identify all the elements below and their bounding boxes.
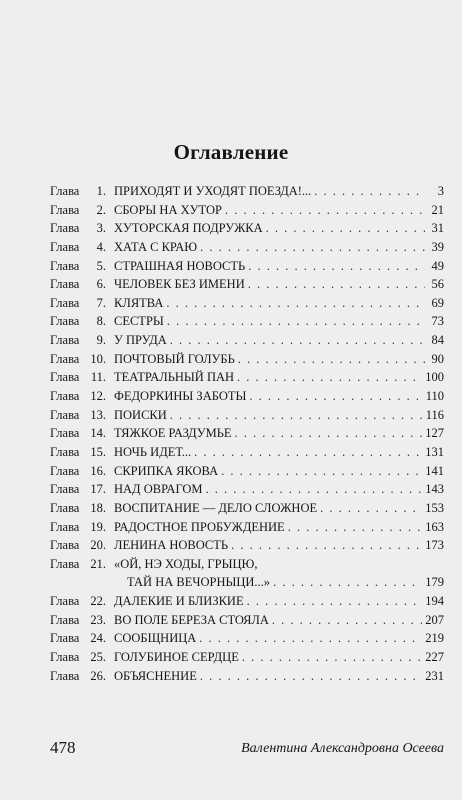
chapter-label	[50, 480, 110, 499]
chapter-page-number: 127	[425, 426, 444, 441]
chapter-label	[50, 424, 110, 443]
chapter-page-number: 194	[425, 594, 444, 609]
chapter-label	[50, 555, 110, 574]
chapter-title: СБОРЫ НА ХУТОР	[114, 202, 222, 217]
chapter-label	[50, 312, 110, 331]
chapter-page-number: 21	[431, 202, 444, 217]
chapter-page-number: 56	[431, 277, 444, 292]
chapter-page-number: 163	[425, 519, 444, 534]
chapter-page-number: 141	[425, 463, 444, 478]
chapter-title: ВО ПОЛЕ БЕРЕЗА СТОЯЛА	[114, 612, 269, 627]
chapter-word: Глава	[50, 668, 80, 683]
chapter-label	[50, 331, 110, 350]
chapter-number: 6.	[96, 277, 106, 292]
dot-leader	[273, 573, 422, 592]
chapter-title: ГОЛУБИНОЕ СЕРДЦЕ	[114, 650, 239, 665]
chapter-label	[50, 219, 110, 238]
chapter-page-number: 90	[431, 351, 444, 366]
toc-entry	[50, 629, 444, 648]
chapter-number: 12.	[90, 389, 106, 404]
chapter-word: Глава	[50, 444, 80, 459]
toc-entry	[50, 201, 444, 220]
chapter-label	[50, 592, 110, 611]
chapter-word: Глава	[50, 333, 80, 348]
chapter-word: Глава	[50, 538, 80, 553]
chapter-page-number: 143	[425, 482, 444, 497]
toc-entry	[50, 257, 444, 276]
dot-leader	[170, 406, 423, 425]
chapter-number: 10.	[90, 351, 106, 366]
dot-leader	[288, 518, 423, 537]
chapter-label	[50, 611, 110, 630]
toc-entry	[50, 368, 444, 387]
dot-leader	[206, 480, 423, 499]
chapter-number: 24.	[90, 631, 106, 646]
chapter-word: Глава	[50, 650, 80, 665]
dot-leader	[242, 648, 422, 667]
toc-entry	[50, 406, 444, 425]
dot-leader	[272, 611, 422, 630]
toc-entry	[50, 462, 444, 481]
chapter-page-number: 110	[425, 389, 444, 404]
chapter-number: 26.	[90, 668, 106, 683]
toc-entry	[50, 555, 444, 592]
chapter-number: 14.	[90, 426, 106, 441]
toc-entry	[50, 238, 444, 257]
chapter-title: ТЯЖКОЕ РАЗДУМЬЕ	[114, 426, 232, 441]
chapter-number: 3.	[96, 221, 106, 236]
toc-entry	[50, 648, 444, 667]
toc-entry	[50, 387, 444, 406]
chapter-label	[50, 368, 110, 387]
chapter-number: 13.	[90, 407, 106, 422]
chapter-word: Глава	[50, 594, 80, 609]
chapter-title: СООБЩНИЦА	[114, 631, 197, 646]
toc-entry	[50, 331, 444, 350]
chapter-word: Глава	[50, 407, 80, 422]
chapter-label	[50, 518, 110, 537]
page-number: 478	[50, 738, 76, 757]
page-footer	[50, 738, 444, 762]
table-of-contents	[50, 182, 444, 685]
chapter-label	[50, 536, 110, 555]
chapter-title: ТАЙ НА ВЕЧОРНЫЦИ...»	[127, 575, 271, 590]
chapter-word: Глава	[50, 500, 80, 515]
toc-entry	[50, 219, 444, 238]
chapter-page-number: 84	[431, 333, 444, 348]
chapter-label	[50, 667, 110, 686]
chapter-number: 8.	[96, 314, 106, 329]
chapter-title: НОЧЬ ИДЕТ...	[114, 444, 192, 459]
dot-leader	[248, 257, 425, 276]
chapter-title: ПРИХОДЯТ И УХОДЯТ ПОЕЗДА!...	[114, 184, 312, 198]
toc-entry	[50, 592, 444, 611]
toc-entry	[50, 518, 444, 537]
chapter-label	[50, 387, 110, 406]
toc-entry	[50, 424, 444, 443]
chapter-word: Глава	[50, 370, 80, 385]
chapter-title: ХУТОРСКАЯ ПОДРУЖКА	[114, 221, 263, 236]
chapter-label	[50, 499, 110, 518]
chapter-word: Глава	[50, 519, 80, 534]
toc-entry	[50, 443, 444, 462]
dot-leader	[167, 312, 425, 331]
author-name: Валентина Александровна Осеева	[241, 741, 444, 756]
chapter-page-number: 100	[425, 370, 444, 385]
chapter-label	[50, 648, 110, 667]
chapter-number: 4.	[96, 239, 106, 254]
dot-leader	[200, 238, 425, 257]
toc-entry	[50, 294, 444, 313]
chapter-label	[50, 294, 110, 313]
chapter-number: 5.	[96, 258, 106, 273]
chapter-word: Глава	[50, 314, 80, 329]
toc-entry	[50, 182, 444, 201]
chapter-word: Глава	[50, 612, 80, 627]
dot-leader	[200, 667, 422, 686]
chapter-title: ДАЛЕКИЕ И БЛИЗКИЕ	[114, 594, 244, 609]
chapter-number: 15.	[90, 444, 106, 459]
chapter-page-number: 173	[425, 538, 444, 553]
chapter-number: 2.	[96, 202, 106, 217]
chapter-title: «ОЙ, НЭ ХОДЫ, ГРЫЦЮ,	[114, 556, 258, 571]
chapter-word: Глава	[50, 351, 80, 366]
chapter-title: ФЕДОРКИНЫ ЗАБОТЫ	[114, 389, 247, 404]
dot-leader	[221, 462, 422, 481]
chapter-label	[50, 257, 110, 276]
chapter-label	[50, 443, 110, 462]
chapter-page-number: 231	[425, 668, 444, 683]
chapter-title: ЧЕЛОВЕК БЕЗ ИМЕНИ	[114, 277, 245, 292]
toc-entry	[50, 312, 444, 331]
chapter-page-number: 153	[425, 500, 444, 515]
chapter-word: Глава	[50, 631, 80, 646]
chapter-title: ЛЕНИНА НОВОСТЬ	[114, 538, 229, 553]
dot-leader	[194, 443, 422, 462]
dot-leader	[238, 350, 425, 369]
chapter-title: СЕСТРЫ	[114, 314, 164, 329]
chapter-title: РАДОСТНОЕ ПРОБУЖДЕНИЕ	[114, 519, 285, 534]
chapter-number: 17.	[90, 482, 106, 497]
chapter-title: ХАТА С КРАЮ	[114, 239, 198, 254]
dot-leader	[320, 499, 422, 518]
chapter-label	[50, 350, 110, 369]
chapter-title: ПОИСКИ	[114, 407, 167, 422]
toc-entry	[50, 350, 444, 369]
chapter-word: Глава	[50, 295, 80, 310]
chapter-word: Глава	[50, 463, 80, 478]
chapter-label	[50, 182, 110, 201]
chapter-title: СКРИПКА ЯКОВА	[114, 463, 219, 478]
dot-leader	[248, 275, 425, 294]
chapter-word: Глава	[50, 556, 80, 571]
chapter-title: ПОЧТОВЫЙ ГОЛУБЬ	[114, 351, 235, 366]
chapter-word: Глава	[50, 239, 80, 254]
chapter-number: 21.	[90, 556, 106, 571]
dot-leader	[235, 424, 423, 443]
toc-entry	[50, 536, 444, 555]
chapter-page-number: 69	[431, 295, 444, 310]
dot-leader	[266, 219, 425, 238]
chapter-title: ВОСПИТАНИЕ — ДЕЛО СЛОЖНОЕ	[114, 500, 318, 515]
chapter-word: Глава	[50, 221, 80, 236]
chapter-label	[50, 238, 110, 257]
dot-leader	[225, 201, 425, 220]
chapter-title: НАД ОВРАГОМ	[114, 482, 203, 497]
chapter-number: 20.	[90, 538, 106, 553]
chapter-page-number: 179	[425, 575, 444, 590]
dot-leader	[247, 592, 423, 611]
dot-leader	[249, 387, 422, 406]
toc-entry	[50, 611, 444, 630]
chapter-page-number: 3	[437, 184, 444, 198]
toc-entry	[50, 499, 444, 518]
chapter-number: 16.	[90, 463, 106, 478]
chapter-number: 23.	[90, 612, 106, 627]
chapter-page-number: 219	[425, 631, 444, 646]
dot-leader	[231, 536, 422, 555]
chapter-number: 9.	[96, 333, 106, 348]
chapter-title: У ПРУДА	[114, 333, 167, 348]
chapter-word: Глава	[50, 202, 80, 217]
chapter-label	[50, 201, 110, 220]
toc-entry	[50, 480, 444, 499]
dot-leader	[166, 294, 425, 313]
chapter-word: Глава	[50, 482, 80, 497]
chapter-word: Глава	[50, 184, 80, 198]
chapter-label	[50, 462, 110, 481]
toc-entry	[50, 275, 444, 294]
dot-leader	[199, 629, 422, 648]
chapter-label	[50, 275, 110, 294]
page-title: Оглавление	[173, 140, 289, 164]
chapter-number: 25.	[90, 650, 106, 665]
chapter-title: ТЕАТРАЛЬНЫЙ ПАН	[114, 370, 235, 385]
chapter-title: КЛЯТВА	[114, 295, 164, 310]
chapter-title: СТРАШНАЯ НОВОСТЬ	[114, 258, 246, 273]
chapter-word: Глава	[50, 277, 80, 292]
chapter-number: 18.	[90, 500, 106, 515]
chapter-page-number: 49	[431, 258, 444, 273]
chapter-number: 7.	[96, 295, 106, 310]
chapter-number: 19.	[90, 519, 106, 534]
toc-entry	[50, 667, 444, 686]
chapter-page-number: 131	[425, 444, 444, 459]
chapter-label	[50, 406, 110, 425]
chapter-word: Глава	[50, 426, 80, 441]
chapter-label	[50, 629, 110, 648]
dot-leader	[314, 182, 425, 201]
chapter-page-number: 73	[431, 314, 444, 329]
chapter-page-number: 116	[425, 407, 444, 422]
chapter-number: 1.	[96, 184, 106, 198]
chapter-number: 11.	[90, 370, 106, 385]
chapter-word: Глава	[50, 389, 80, 404]
dot-leader	[170, 331, 425, 350]
chapter-title: ОБЪЯСНЕНИЕ	[114, 668, 197, 683]
chapter-page-number: 39	[431, 239, 444, 254]
chapter-page-number: 227	[425, 650, 444, 665]
chapter-word: Глава	[50, 258, 80, 273]
chapter-number: 22.	[90, 594, 106, 609]
dot-leader	[237, 368, 422, 387]
chapter-page-number: 31	[431, 221, 444, 236]
chapter-page-number: 207	[425, 612, 444, 627]
